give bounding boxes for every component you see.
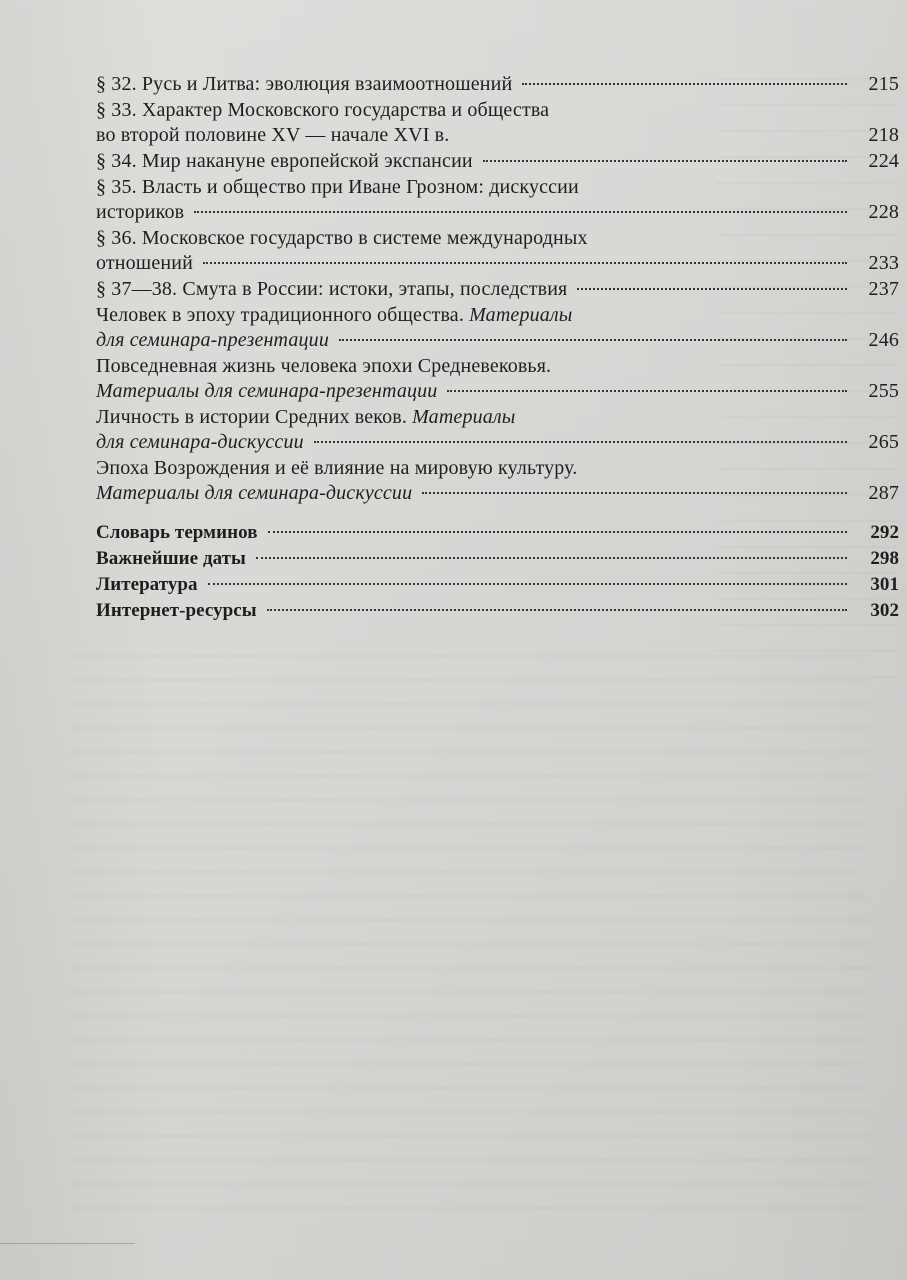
- page-footer-rule: [0, 1243, 135, 1244]
- toc-page-number: 298: [870, 548, 899, 569]
- toc-entry-36: [96, 226, 899, 276]
- table-of-contents: [96, 72, 899, 623]
- toc-entry-title-text: Личность в истории Средних веков.: [96, 406, 413, 428]
- toc-page-number: 292: [870, 522, 899, 543]
- toc-entry-title: Интернет-ресурсы: [96, 600, 257, 621]
- toc-entry-title-line-2: Материалы для семинара-дискуссии: [96, 482, 413, 504]
- dot-leader: [203, 262, 847, 264]
- dot-leader: [268, 531, 847, 533]
- toc-page-number: 237: [868, 278, 899, 300]
- dot-leader: [194, 211, 847, 213]
- toc-entry-seminar-2: [96, 354, 899, 404]
- dot-leader: [483, 160, 847, 162]
- bleed-through-lower: [70, 655, 870, 1215]
- toc-entry-title-line-2: Материалы для семинара-презентации: [96, 380, 438, 402]
- toc-entry-title-line-2: отношений: [96, 252, 193, 274]
- toc-page-number: 233: [868, 252, 899, 274]
- dot-leader: [459, 134, 847, 136]
- toc-entry-37-38: [96, 277, 899, 302]
- toc-entry-33: [96, 98, 899, 148]
- toc-entry-title: § 34. Мир накануне европейской экспансии: [96, 150, 473, 172]
- toc-page-number: 224: [868, 150, 899, 172]
- dot-leader: [208, 583, 847, 585]
- toc-entry-title-line-2: историков: [96, 201, 185, 223]
- toc-entry-title: Словарь терминов: [96, 522, 258, 543]
- toc-entry-title-line-1: Эпоха Возрождения и её влияние на мировую культуру.: [96, 457, 578, 479]
- toc-entry-title-line-1: § 33. Характер Московского государства и общества: [96, 99, 550, 121]
- toc-page-number: 255: [868, 380, 899, 402]
- toc-page-number: 228: [868, 201, 899, 223]
- toc-entry-title-line-1: [96, 405, 899, 430]
- toc-entry-title: Литература: [96, 574, 198, 595]
- toc-entry-title-text: Человек в эпоху традиционного общества.: [96, 304, 470, 326]
- toc-entry-title-line-1: [96, 303, 899, 328]
- toc-entry-32: [96, 72, 899, 97]
- toc-page-number: 215: [868, 73, 899, 95]
- toc-page-number: 218: [868, 124, 899, 146]
- toc-entry-internet-resources: [96, 598, 899, 623]
- toc-entry-title-line-2: для семинара-презентации: [96, 329, 329, 351]
- toc-entry-title-line-1: § 35. Власть и общество при Иване Грозном: дискуссии: [96, 176, 579, 198]
- toc-entry-title-line-1: § 36. Московское государство в системе международных: [96, 227, 588, 249]
- toc-page-number: 287: [868, 482, 899, 504]
- toc-entry-35: [96, 175, 899, 225]
- dot-leader: [267, 609, 847, 611]
- dot-leader: [422, 492, 847, 494]
- toc-entry-title-line-2: во второй половине XV — начале XVI в.: [96, 124, 450, 146]
- toc-entry-seminar-3: [96, 405, 899, 455]
- toc-page-number: 265: [868, 431, 899, 453]
- toc-entry-title: Важнейшие даты: [96, 548, 246, 569]
- toc-entry-34: [96, 149, 899, 174]
- toc-entry-title-line-2: для семинара-дискуссии: [96, 431, 304, 453]
- toc-entry-title: § 32. Русь и Литва: эволюция взаимоотношений: [96, 73, 513, 95]
- toc-entry-title-italic: Материалы: [412, 406, 516, 428]
- toc-page-number: 246: [868, 329, 899, 351]
- toc-entry-glossary: [96, 520, 899, 545]
- dot-leader: [256, 557, 847, 559]
- toc-entry-seminar-1: [96, 303, 899, 353]
- toc-entry-title: § 37—38. Смута в России: истоки, этапы, последствия: [96, 278, 568, 300]
- toc-entry-literature: [96, 572, 899, 597]
- toc-entry-seminar-4: [96, 456, 899, 506]
- dot-leader: [447, 390, 847, 392]
- toc-page-number: 301: [870, 574, 899, 595]
- toc-entry-title-line-1: Повседневная жизнь человека эпохи Средневековья.: [96, 355, 552, 377]
- dot-leader: [339, 339, 847, 341]
- toc-page-number: 302: [870, 600, 899, 621]
- dot-leader: [577, 288, 847, 290]
- dot-leader: [314, 441, 847, 443]
- toc-entry-title-italic: Материалы: [469, 304, 573, 326]
- dot-leader: [522, 83, 847, 85]
- toc-entry-dates: [96, 546, 899, 571]
